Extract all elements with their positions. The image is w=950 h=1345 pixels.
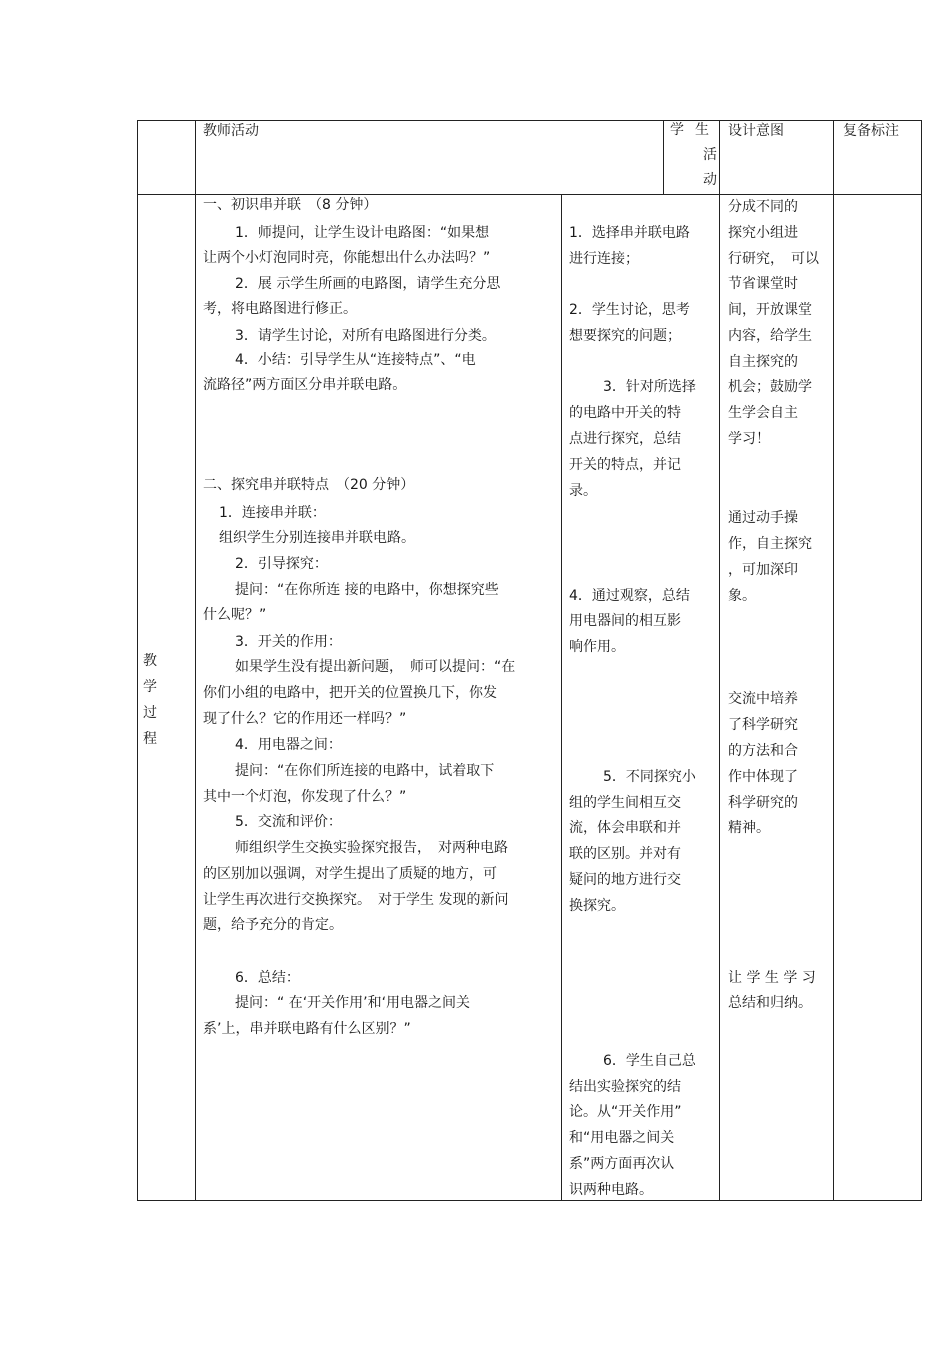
- teacher-line: 4．小结：引导学生从“连接特点”、“电: [235, 352, 476, 368]
- design-line: 了科学研究: [728, 717, 798, 733]
- teacher-line: 3．请学生讨论，对所有电路图进行分类。: [235, 328, 496, 344]
- header-student-activity-2: 生: [695, 122, 709, 138]
- teacher-line: 组织学生分别连接串并联电路。: [219, 530, 415, 546]
- student-line: 的电路中开关的特: [569, 405, 681, 421]
- teacher-line: 2．引导探究：: [235, 556, 328, 572]
- student-line: 论。从“开关作用”: [569, 1104, 682, 1120]
- design-line: 学习！: [728, 431, 770, 447]
- header-teacher-divider: [663, 120, 664, 195]
- teacher-section-2-heading: 二、探究串并联特点 （20 分钟）: [203, 477, 415, 493]
- row-label-char: 程: [143, 731, 157, 747]
- design-line: 行研究， 可以: [728, 251, 819, 267]
- design-line: 内容，给学生: [728, 328, 812, 344]
- teacher-line: 2．展 示学生所画的电路图，请学生充分思: [235, 276, 501, 292]
- student-line: 5．不同探究小: [603, 769, 696, 785]
- design-line: 的方法和合: [728, 743, 798, 759]
- header-design-intent: 设计意图: [728, 123, 784, 139]
- teacher-line: 流路径”两方面区分串并联电路。: [203, 377, 407, 393]
- student-line: 响作用。: [569, 639, 625, 655]
- design-notes-divider: [833, 120, 834, 1201]
- student-line: 开关的特点，并记: [569, 457, 681, 473]
- design-line: 精神。: [728, 820, 770, 836]
- label-column-divider: [195, 120, 196, 1201]
- teacher-line: 其中一个灯泡，你发现了什么？”: [203, 789, 407, 805]
- header-student-activity-4: 动: [703, 172, 717, 188]
- design-line: 间，开放课堂: [728, 302, 812, 318]
- student-line: 流，体会串联和并: [569, 820, 681, 836]
- design-line: 交流中培养: [728, 691, 798, 707]
- design-line: 生学会自主: [728, 405, 798, 421]
- teacher-line: 系’上，串并联电路有什么区别？”: [203, 1021, 411, 1037]
- teacher-line: 如果学生没有提出新问题， 师可以提问：“在: [235, 659, 516, 675]
- row-label-teaching-process: [141, 648, 159, 752]
- student-design-divider: [719, 120, 720, 1201]
- header-student-activity-1: 学: [670, 122, 684, 138]
- student-line: 识两种电路。: [569, 1182, 653, 1198]
- teacher-line: 题，给予充分的肯定。: [203, 917, 343, 933]
- table-bottom-border: [137, 1200, 922, 1201]
- header-teacher-activity: 教师活动: [203, 123, 259, 139]
- student-line: 疑问的地方进行交: [569, 872, 681, 888]
- row-label-char: 学: [143, 679, 157, 695]
- student-line: 和“用电器之间关: [569, 1130, 675, 1146]
- table-top-border: [137, 120, 922, 121]
- student-line: 进行连接；: [569, 251, 639, 267]
- student-line: 想要探究的问题；: [569, 328, 681, 344]
- student-line: 用电器间的相互影: [569, 613, 681, 629]
- teacher-line: 现了什么？它的作用还一样吗？”: [203, 711, 407, 727]
- student-line: 6．学生自己总: [603, 1053, 696, 1069]
- teacher-line: 5．交流和评价：: [235, 814, 342, 830]
- student-line: 结出实验探究的结: [569, 1079, 681, 1095]
- student-line: 3．针对所选择: [603, 379, 696, 395]
- teacher-line: 什么呢？”: [203, 607, 267, 623]
- student-line: 点进行探究，总结: [569, 431, 681, 447]
- teacher-section-1-heading: 一、初识串并联 （8 分钟）: [203, 197, 378, 213]
- teacher-line: 提问：“ 在‘开关作用’和‘用电器之间关: [235, 995, 471, 1011]
- row-label-char: 教: [143, 653, 157, 669]
- student-line: 换探究。: [569, 898, 625, 914]
- header-bottom-border: [137, 194, 922, 195]
- teacher-line: 考，将电路图进行修正。: [203, 301, 357, 317]
- teacher-line: 提问：“在你们所连接的电路中，试着取下: [235, 763, 495, 779]
- design-line: 分成不同的: [728, 199, 798, 215]
- student-line: 组的学生间相互交: [569, 795, 681, 811]
- teacher-line: 1．师提问，让学生设计电路图：“如果想: [235, 225, 490, 241]
- design-line: 通过动手操: [728, 510, 798, 526]
- student-line: 2．学生讨论，思考: [569, 302, 690, 318]
- teacher-line: 4．用电器之间：: [235, 737, 342, 753]
- teacher-line: 1．连接串并联：: [219, 505, 326, 521]
- design-line: 机会；鼓励学: [728, 379, 812, 395]
- header-student-activity-3: 活: [703, 147, 717, 163]
- body-teacher-divider: [561, 194, 562, 1201]
- design-line: 探究小组进: [728, 225, 798, 241]
- table-right-border: [921, 120, 922, 1201]
- teacher-line: 让两个小灯泡同时亮，你能想出什么办法吗？”: [203, 250, 491, 266]
- student-line: 1．选择串并联电路: [569, 225, 690, 241]
- student-line: 录。: [569, 483, 597, 499]
- teacher-line: 6．总结：: [235, 970, 300, 986]
- student-line: 4．通过观察，总结: [569, 588, 690, 604]
- teacher-line: 师组织学生交换实验探究报告， 对两种电路: [235, 840, 508, 856]
- design-line: 自主探究的: [728, 354, 798, 370]
- header-review-notes: 复备标注: [843, 123, 899, 139]
- teacher-line: 让学生再次进行交换探究。 对于学生 发现的新问: [203, 892, 509, 908]
- teacher-line: 的区别加以强调，对学生提出了质疑的地方，可: [203, 866, 497, 882]
- teacher-line: 提问：“在你所连 接的电路中，你想探究些: [235, 582, 499, 598]
- teacher-line: 3．开关的作用：: [235, 634, 342, 650]
- design-line: 节省课堂时: [728, 276, 798, 292]
- design-line: 象。: [728, 588, 756, 604]
- design-line: 让 学 生 学 习: [728, 970, 816, 986]
- design-line: 科学研究的: [728, 795, 798, 811]
- teacher-line: 你们小组的电路中，把开关的位置换几下，你发: [203, 685, 497, 701]
- design-line: 作中体现了: [728, 769, 798, 785]
- student-line: 系”两方面再次认: [569, 1156, 675, 1172]
- design-line: ，可加深印: [728, 562, 798, 578]
- design-line: 作，自主探究: [728, 536, 812, 552]
- design-line: 总结和归纳。: [728, 995, 812, 1011]
- student-line: 联的区别。并对有: [569, 846, 681, 862]
- table-left-border: [137, 120, 138, 1201]
- row-label-char: 过: [143, 705, 157, 721]
